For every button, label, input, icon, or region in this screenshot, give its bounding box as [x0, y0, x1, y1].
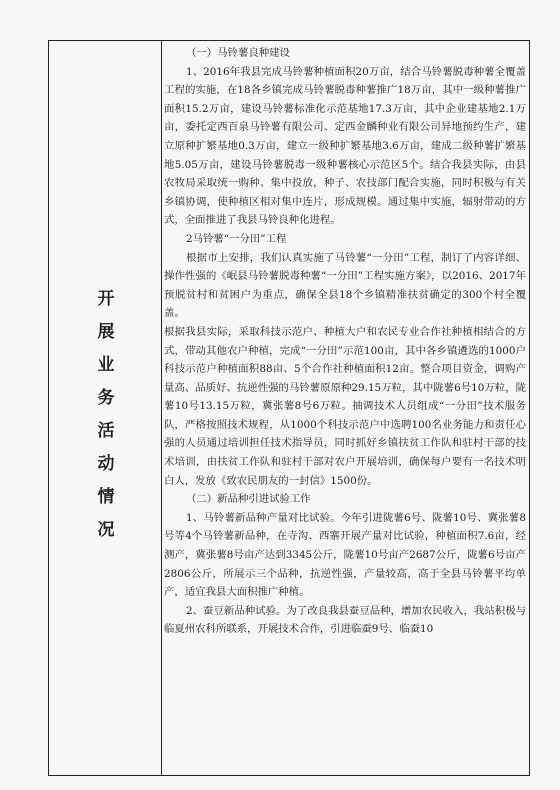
row-label-char: 业: [97, 355, 115, 375]
paragraph: 1、马铃薯新品种产量对比试验。今年引进陇薯6号、陇薯10号、冀张薯8号等4个马铃薯新品种，在寺沟、西寨开展产量对比试验，种植面积7.6亩，经测产，冀张薯8号亩产达到3345公斤，陇薯10号亩产2687公斤，陇薯6号亩产2806公斤，所展示三个品种，抗逆性强，产量较高，高于全县马铃薯平均单产，适宜我县大面积推广种植。: [164, 511, 526, 599]
paragraph: 根据我县实际，采取科技示范户、种植大户和农民专业合作社种植相结合的方式，带动其他农户种植，完成“一分田”示范100亩，其中各乡镇遴选的1000户科技示范户种植面积88亩、5个合作社种植面积12亩。整合项目资金，调购产量高、品质好、抗逆性强的马铃薯原原种29.15万粒，其中陇薯6号10万粒，陇薯10号13.15万粒，冀张薯8号6万粒。抽调技术人员组成“一分田”技术服务队，严格按照技术规程，从1000个科技示范户中选聘100名业务能力和责任心强的人员通过培训担任技术指导员，同时抓好乡镇扶贫工作队和驻村干部的技术培训，由扶贫工作队和驻村干部对农户开展培训，确保每户要有一名技术明白人，发放《致农民朋友的一封信》1500份。: [164, 325, 526, 487]
row-label-char: 情: [97, 487, 115, 507]
section-heading: （一）马铃薯良种建设: [186, 47, 290, 59]
row-label-char: 动: [97, 454, 115, 474]
row-label-char: 活: [97, 421, 115, 441]
row-label-char: 展: [97, 322, 115, 342]
row-label-char: 开: [97, 289, 115, 309]
activity-content: [164, 44, 526, 639]
section-heading: 2马铃薯“一分田”工程: [186, 232, 287, 245]
row-label: [94, 283, 118, 547]
paragraph: 2、蚕豆新品种试验。为了改良我县蚕豆品种，增加农民收入，我站积极与临夏州农科所联系，开展技术合作，引进临蚕9号、临蚕10: [164, 604, 526, 636]
paragraph: 1、2016年我县完成马铃薯种植面积20万亩，结合马铃薯脱毒种薯全覆盖工程的实施，在18各乡镇完成马铃薯脱毒种薯推广18万亩，其中一级种薯推广面积15.2万亩，建设马铃薯标准化示范基地17.3万亩，其中企业建基地2.1万亩，委托定西百泉马铃薯有限公司、定西金麟种业有限公司异地预约生产，建立原种扩繁基地0.3万亩，建立一级种扩繁基地3.6万亩，建成二级种薯扩繁基地5.05万亩，建设马铃薯脱毒一级种薯核心示范区5个。结合我县实际，由县农牧局采取统一购种、集中投放，种子、农技部门配合实施，同时积极与有关乡镇协调，使种植区相对集中连片，形成规模。通过集中实施，辐射带动的方式，全面推进了我县马铃良种化进程。: [164, 65, 526, 227]
paragraph: 根据市上安排，我们认真实施了马铃薯“一分田”工程，制订了内容详细、操作性强的《岷县马铃薯脱毒种薯“一分田”工程实施方案》，以2016、2017年预脱贫村和贫困户为重点，确保全县18个乡镇精准扶贫确定的300个村全覆盖。: [164, 251, 526, 320]
row-label-char: 务: [97, 388, 115, 408]
section-heading: （二）新品种引进试验工作: [186, 493, 311, 506]
row-label-char: 况: [97, 520, 115, 540]
